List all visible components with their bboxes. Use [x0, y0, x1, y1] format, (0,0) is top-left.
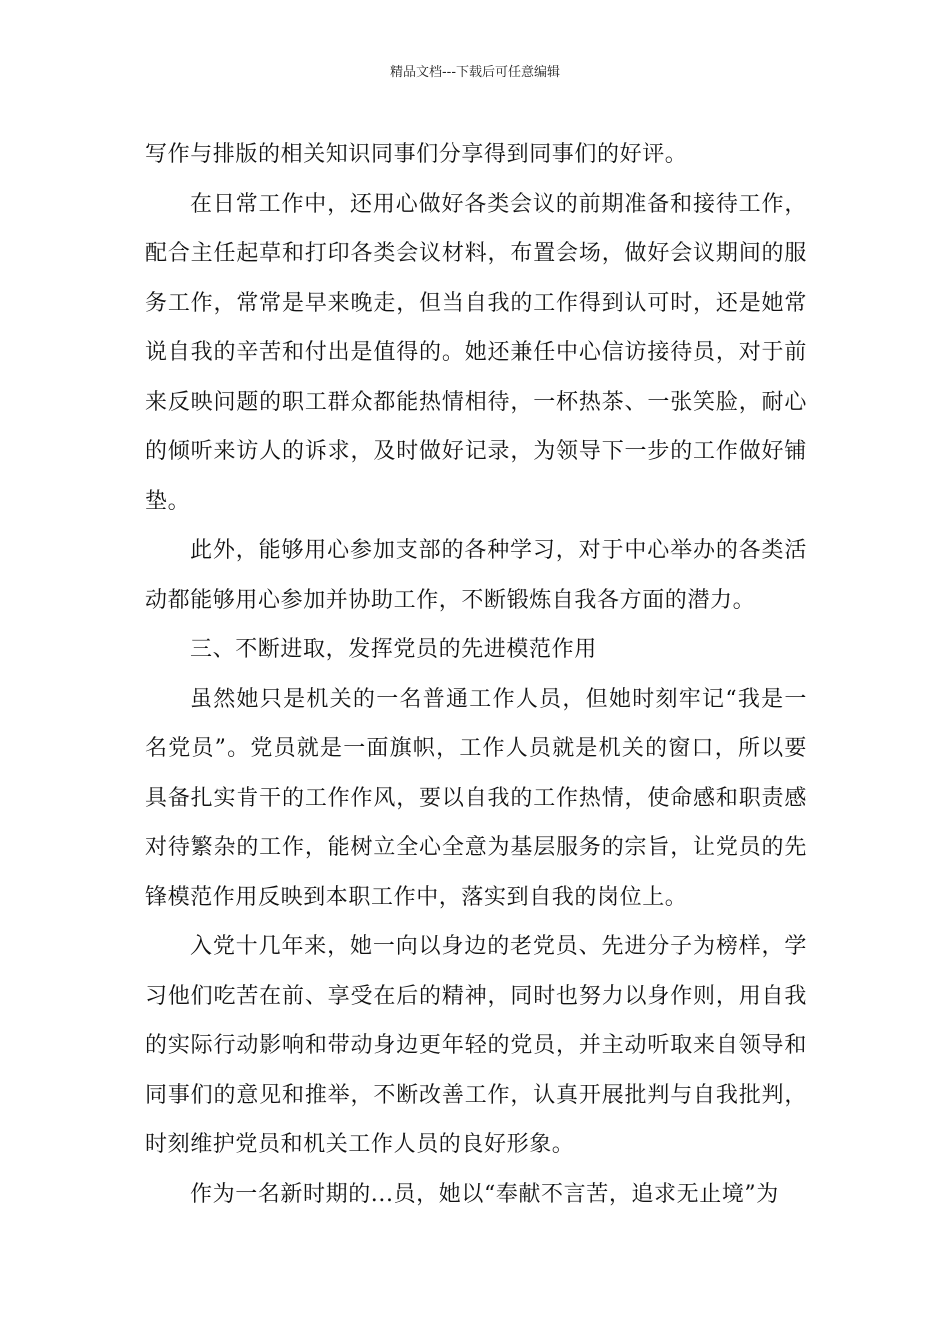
paragraph-2: 在日常工作中，还用心做好各类会议的前期准备和接待工作，配合主任起草和打印各类会议材料，布置会场，做好会议期间的服务工作，常常是早来晚走，但当自我的工作得到认可时，还是她常说自我的辛苦和付出是值得的。她还兼任中心信访接待员，对于前来反映问题的职工群众都能热情相待，一杯热茶、一张笑脸，耐心的倾听来访人的诉求，及时做好记录，为领导下一步的工作做好铺垫。 — [145, 191, 807, 514]
paragraph-3: 此外，能够用心参加支部的各种学习，对于中心举办的各类活动都能够用心参加并协助工作，不断锻炼自我各方面的潜力。 — [145, 538, 807, 613]
document-body — [145, 130, 807, 1219]
section-heading: 三、不断进取，发挥党员的先进模范作用 — [190, 637, 597, 662]
paragraph-6: 作为一名新时期的...员，她以“奉献不言苦，追求无止境”为 — [190, 1181, 779, 1207]
paragraph-1: 写作与排版的相关知识同事们分享得到同事们的好评。 — [145, 142, 688, 167]
paragraph-5: 入党十几年来，她一向以身边的老党员、先进分子为榜样，学习他们吃苦在前、享受在后的精神，同时也努力以身作则，用自我的实际行动影响和带动身边更年轻的党员，并主动听取来自领导和同事们的意见和推举，不断改善工作，认真开展批判与自我批判，时刻维护党员和机关工作人员的良好形象。 — [145, 934, 807, 1157]
paragraph-4: 虽然她只是机关的一名普通工作人员，但她时刻牢记“我是一名党员”。党员就是一面旗帜，工作人员就是机关的窗口，所以要具备扎实肯干的工作作风，要以自我的工作热情，使命感和职责感对待繁杂的工作，能树立全心全意为基层服务的宗旨，让党员的先锋模范作用反映到本职工作中，落实到自我的岗位上。 — [145, 686, 807, 910]
page-header: 精品文档---下载后可任意编辑 — [389, 65, 561, 80]
